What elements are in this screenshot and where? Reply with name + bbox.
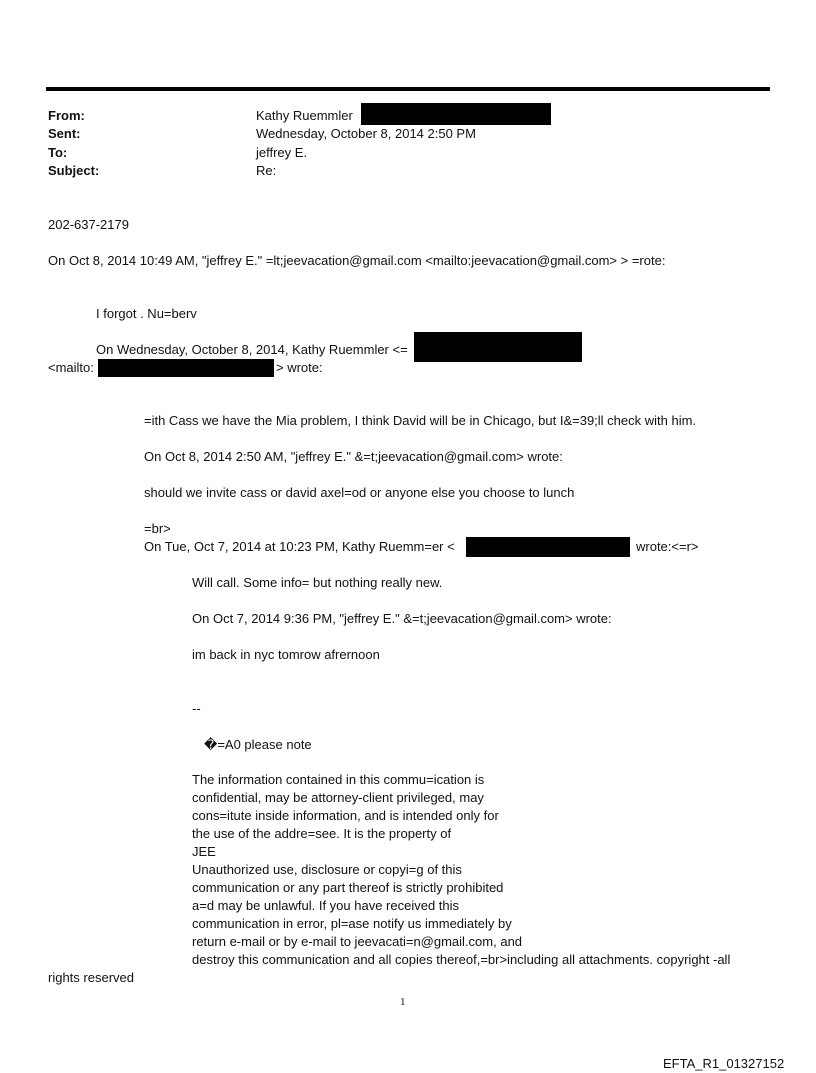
subject-label: Subject: bbox=[48, 163, 100, 178]
quote-header-5: On Oct 7, 2014 9:36 PM, "jeffrey E." &=t;jeevacation@gmail.com> wrote: bbox=[192, 611, 612, 626]
quote-header-3: On Oct 8, 2014 2:50 AM, "jeffrey E." &=t;jeevacation@gmail.com> wrote: bbox=[144, 449, 563, 464]
disclaimer-line: confidential, may be attorney-client privileged, may bbox=[192, 790, 484, 805]
quote-header-1: On Oct 8, 2014 10:49 AM, "jeffrey E." =lt;jeevacation@gmail.com <mailto:jeevacation@gmail.com> > =rote: bbox=[48, 253, 666, 268]
disclaimer-line: the use of the addre=see. It is the property of bbox=[192, 826, 452, 841]
will-call-line: Will call. Some info= but nothing really new. bbox=[192, 575, 443, 590]
disclaimer-line: cons=itute inside information, and is intended only for bbox=[192, 808, 499, 823]
from-value: Kathy Ruemmler bbox=[256, 108, 353, 123]
forgot-line: I forgot . Nu=berv bbox=[96, 306, 197, 321]
bates-id: EFTA_R1_01327152 bbox=[663, 1056, 785, 1071]
to-label: To: bbox=[48, 145, 68, 160]
disclaimer-line: return e-mail or by e-mail to jeevacati=n@gmail.com, and bbox=[192, 934, 523, 949]
quote-header-4a: On Tue, Oct 7, 2014 at 10:23 PM, Kathy Ruemm=er < bbox=[144, 539, 455, 554]
subject-value: Re: bbox=[256, 163, 277, 178]
quote-header-2b-suffix: > wrote: bbox=[276, 360, 323, 375]
quote-header-4b: wrote:<=r> bbox=[636, 539, 699, 554]
br-line: =br> bbox=[144, 521, 171, 536]
please-note: �=A0 please note bbox=[204, 737, 312, 752]
redaction-box bbox=[414, 332, 582, 362]
phone-number: 202-637-2179 bbox=[48, 217, 129, 232]
redaction-box bbox=[98, 359, 274, 377]
redaction-box bbox=[361, 103, 551, 125]
quote-header-2a: On Wednesday, October 8, 2014, Kathy Ruemmler <= bbox=[96, 342, 408, 357]
page-number: 1 bbox=[400, 996, 406, 1008]
disclaimer-line: Unauthorized use, disclosure or copyi=g of this bbox=[192, 862, 462, 877]
disclaimer-line: The information contained in this commu=ication is bbox=[192, 772, 485, 787]
disclaimer-line: communication in error, pl=ase notify us immediately by bbox=[192, 916, 512, 931]
signature-dash: -- bbox=[192, 701, 201, 716]
sent-label: Sent: bbox=[48, 126, 81, 141]
rights-reserved: rights reserved bbox=[48, 970, 134, 985]
disclaimer-line: a=d may be unlawful. If you have received this bbox=[192, 898, 460, 913]
quote-header-2b-prefix: <mailto: bbox=[48, 360, 94, 375]
back-nyc-line: im back in nyc tomrow afrernoon bbox=[192, 647, 380, 662]
from-label: From: bbox=[48, 108, 85, 123]
invite-line: should we invite cass or david axel=od or anyone else you choose to lunch bbox=[144, 485, 575, 500]
cass-line: =ith Cass we have the Mia problem, I think David will be in Chicago, but I&=39;ll check with him. bbox=[144, 413, 697, 428]
disclaimer-line: destroy this communication and all copies thereof,=br>including all attachments. copyright -all bbox=[192, 952, 731, 967]
disclaimer-line: JEE bbox=[192, 844, 216, 859]
disclaimer-line: communication or any part thereof is strictly prohibited bbox=[192, 880, 504, 895]
sent-value: Wednesday, October 8, 2014 2:50 PM bbox=[256, 126, 476, 141]
redaction-box bbox=[466, 537, 630, 557]
header-rule bbox=[46, 87, 770, 91]
to-value: jeffrey E. bbox=[256, 145, 308, 160]
